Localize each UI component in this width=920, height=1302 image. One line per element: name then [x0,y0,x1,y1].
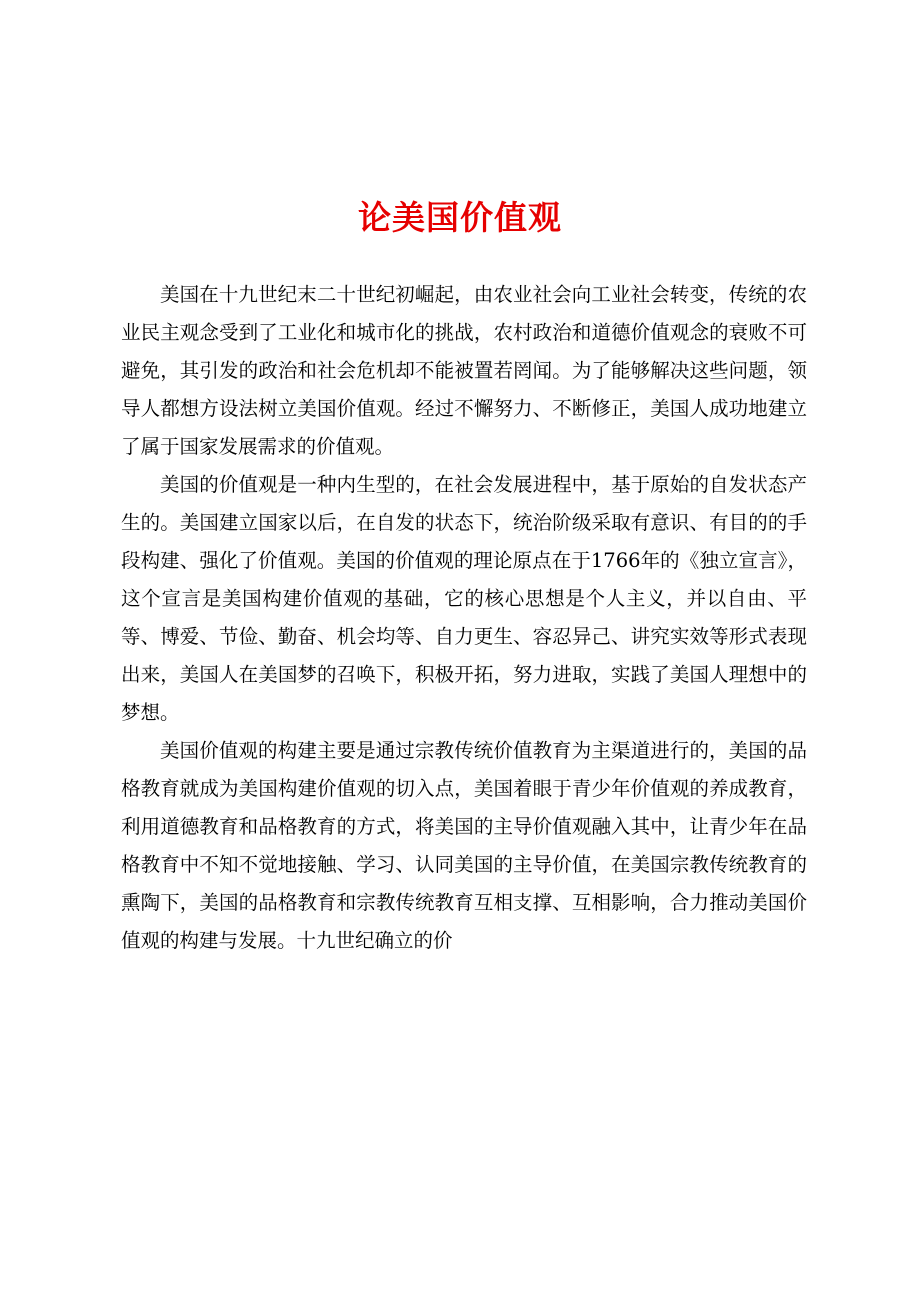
paragraph-2: 美国的价值观是一种内生型的，在社会发展进程中，基于原始的自发状态产生的。美国建立国家以后，在自发的状态下，统治阶级采取有意识、有目的的手段构建、强化了价值观。美国的价值观的理论原点在于1766年的《独立宣言》，这个宣言是美国构建价值观的基础，它的核心思想是个人主义，并以自由、平等、博爱、节俭、勤奋、机会均等、自力更生、容忍异己、讲究实效等形式表现出来，美国人在美国梦的召唤下，积极开拓，努力进取，实践了美国人理想中的梦想。 [121,473,807,724]
paragraph-1: 美国在十九世纪末二十世纪初崛起，由农业社会向工业社会转变，传统的农业民主观念受到了工业化和城市化的挑战，农村政治和道德价值观念的衰败不可避免，其引发的政治和社会危机却不能被置若罔闻。为了能够解决这些问题，领导人都想方设法树立美国价值观。经过不懈努力、不断修正，美国人成功地建立了属于国家发展需求的价值观。 [121,283,807,458]
page-title: 论美国价值观 [358,198,562,237]
document-body [121,276,807,960]
paragraph-3: 美国价值观的构建主要是通过宗教传统价值教育为主渠道进行的，美国的品格教育就成为美国构建价值观的切入点，美国着眼于青少年价值观的养成教育，利用道德教育和品格教育的方式，将美国的主导价值观融入其中，让青少年在品格教育中不知不觉地接触、学习、认同美国的主导价值，在美国宗教传统教育的熏陶下，美国的品格教育和宗教传统教育互相支撑、互相影响，合力推动美国价值观的构建与发展。十九世纪确立的价 [121,739,807,952]
